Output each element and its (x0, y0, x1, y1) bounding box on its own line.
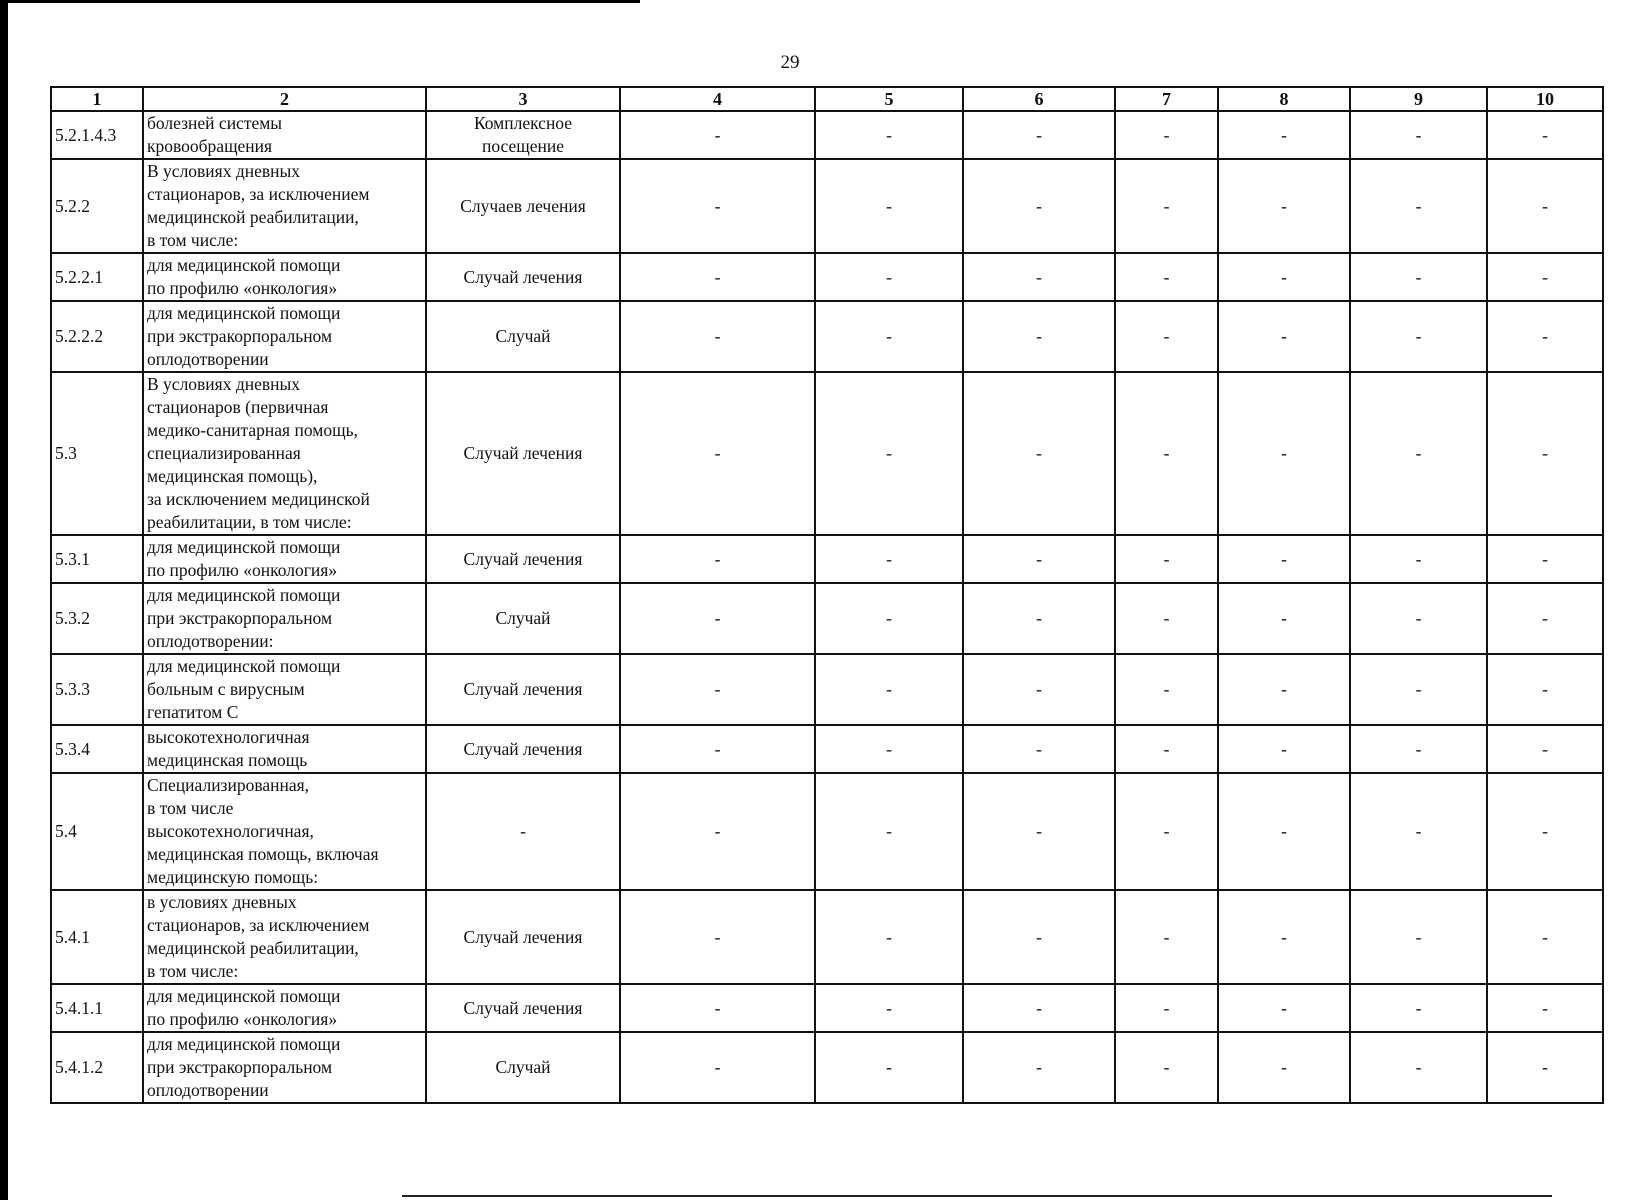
table-row (51, 984, 1603, 1032)
row-value: - (963, 890, 1115, 984)
row-value: - (815, 654, 963, 725)
row-value: - (1350, 111, 1487, 159)
row-name-line: гепатитом С (147, 702, 239, 722)
row-value: - (1350, 535, 1487, 583)
row-value: - (815, 159, 963, 253)
table-row (51, 725, 1603, 773)
row-code: 5.3.1 (51, 535, 143, 583)
row-name-line: в том числе (147, 798, 234, 818)
row-value: - (1218, 301, 1350, 372)
row-value: - (620, 583, 815, 654)
row-unit (426, 159, 620, 253)
row-code: 5.3.2 (51, 583, 143, 654)
row-value: - (815, 111, 963, 159)
row-value: - (963, 725, 1115, 773)
row-name-line: для медицинской помощи (147, 1034, 341, 1054)
row-value: - (1487, 253, 1603, 301)
row-value: - (1115, 535, 1218, 583)
row-name-line: для медицинской помощи (147, 585, 341, 605)
row-value: - (1218, 159, 1350, 253)
row-name-line: Специализированная, (147, 775, 310, 795)
header-cell: 8 (1218, 87, 1350, 111)
row-value: - (620, 984, 815, 1032)
row-value: - (620, 253, 815, 301)
row-name-line: реабилитации, в том числе: (147, 512, 352, 532)
row-name-line: медицинскую помощь: (147, 867, 319, 887)
row-name-line: по профилю «онкология» (147, 1009, 338, 1029)
table-row (51, 654, 1603, 725)
row-value: - (963, 111, 1115, 159)
header-cell: 7 (1115, 87, 1218, 111)
table-row (51, 535, 1603, 583)
row-name-line: оплодотворении: (147, 631, 274, 651)
row-unit-line: Комплексное (473, 113, 573, 133)
row-name-line: стационаров, за исключением (147, 915, 370, 935)
header-cell: 5 (815, 87, 963, 111)
row-value: - (620, 301, 815, 372)
row-value: - (1218, 111, 1350, 159)
row-value: - (963, 773, 1115, 890)
row-value: - (1350, 583, 1487, 654)
row-value: - (1487, 984, 1603, 1032)
row-value: - (620, 773, 815, 890)
row-unit (426, 725, 620, 773)
row-name-line: в том числе: (147, 961, 239, 981)
row-name (143, 725, 426, 773)
row-value: - (1218, 654, 1350, 725)
row-name (143, 984, 426, 1032)
row-unit (426, 654, 620, 725)
row-name-line: при экстракорпоральном (147, 1057, 333, 1077)
row-unit (426, 301, 620, 372)
row-name-line: для медицинской помощи (147, 986, 341, 1006)
row-unit (426, 1032, 620, 1103)
row-value: - (620, 890, 815, 984)
row-value: - (1487, 773, 1603, 890)
row-value: - (1487, 159, 1603, 253)
row-value: - (1115, 301, 1218, 372)
row-value: - (1487, 1032, 1603, 1103)
row-name-line: В условиях дневных (147, 161, 301, 181)
row-value: - (963, 1032, 1115, 1103)
header-row (51, 87, 1603, 111)
row-value: - (1218, 984, 1350, 1032)
row-code: 5.3.3 (51, 654, 143, 725)
row-value: - (620, 1032, 815, 1103)
row-value: - (1218, 725, 1350, 773)
row-unit (426, 773, 620, 890)
row-code: 5.4 (51, 773, 143, 890)
data-table (50, 86, 1604, 1104)
row-value: - (1350, 654, 1487, 725)
row-value: - (1487, 372, 1603, 535)
table-row (51, 372, 1603, 535)
row-unit-line: Случай (495, 608, 551, 628)
row-code: 5.2.2.1 (51, 253, 143, 301)
row-value: - (815, 372, 963, 535)
row-name-line: В условиях дневных (147, 374, 301, 394)
row-name-line: стационаров, за исключением (147, 184, 370, 204)
row-name-line: по профилю «онкология» (147, 278, 338, 298)
row-value: - (1487, 301, 1603, 372)
row-name (143, 583, 426, 654)
row-value: - (815, 725, 963, 773)
row-code: 5.4.1.2 (51, 1032, 143, 1103)
scan-edge-top (0, 0, 640, 3)
row-name-line: оплодотворении (147, 349, 269, 369)
row-value: - (963, 583, 1115, 654)
row-unit-line: Случай лечения (463, 266, 583, 287)
row-name-line: для медицинской помощи (147, 255, 341, 275)
row-value: - (963, 253, 1115, 301)
row-name-line: медицинской реабилитации, (147, 207, 359, 227)
row-name-line: оплодотворении (147, 1080, 269, 1100)
header-cell: 3 (426, 87, 620, 111)
row-name-line: при экстракорпоральном (147, 608, 333, 628)
row-value: - (1350, 253, 1487, 301)
row-name-line: медико-санитарная помощь, (147, 420, 358, 440)
row-name (143, 111, 426, 159)
row-code: 5.4.1 (51, 890, 143, 984)
row-value: - (1487, 725, 1603, 773)
row-name (143, 773, 426, 890)
row-value: - (1350, 984, 1487, 1032)
row-name-line: для медицинской помощи (147, 303, 341, 323)
row-unit-line: посещение (481, 136, 565, 156)
table-row (51, 773, 1603, 890)
row-name (143, 372, 426, 535)
row-name-line: медицинская помощь (147, 750, 308, 770)
row-name-line: по профилю «онкология» (147, 560, 338, 580)
row-value: - (1115, 111, 1218, 159)
table-row (51, 159, 1603, 253)
row-value: - (963, 301, 1115, 372)
row-code: 5.4.1.1 (51, 984, 143, 1032)
row-value: - (1350, 890, 1487, 984)
row-unit-line: Случай лечения (463, 679, 583, 699)
row-value: - (1218, 372, 1350, 535)
row-value: - (620, 725, 815, 773)
row-name-line: кровообращения (147, 136, 273, 156)
row-value: - (963, 984, 1115, 1032)
row-value: - (815, 1032, 963, 1103)
row-unit-line: Случаев лечения (460, 195, 586, 216)
row-name-line: для медицинской помощи (147, 537, 341, 557)
row-name-line: болезней системы (147, 113, 283, 133)
row-value: - (815, 890, 963, 984)
row-value: - (1350, 159, 1487, 253)
row-name-line: в том числе: (147, 230, 239, 250)
row-code: 5.2.2 (51, 159, 143, 253)
header-cell: 10 (1487, 87, 1603, 111)
row-unit-line: Случай лечения (463, 443, 583, 463)
row-value: - (1487, 111, 1603, 159)
header-cell: 9 (1350, 87, 1487, 111)
row-unit-line: Случай лечения (463, 738, 583, 759)
row-unit-line: Случай (495, 326, 551, 346)
row-code: 5.3.4 (51, 725, 143, 773)
row-name-line: за исключением медицинской (147, 489, 370, 509)
table-row (51, 253, 1603, 301)
row-value: - (1115, 372, 1218, 535)
row-value: - (1350, 725, 1487, 773)
row-value: - (620, 535, 815, 583)
table-row (51, 301, 1603, 372)
row-unit-line: Случай лечения (463, 926, 583, 947)
row-value: - (1218, 253, 1350, 301)
row-name (143, 1032, 426, 1103)
row-value: - (815, 535, 963, 583)
row-value: - (963, 372, 1115, 535)
row-unit (426, 583, 620, 654)
row-value: - (963, 654, 1115, 725)
page-number: 29 (780, 52, 800, 73)
row-name-line: медицинской реабилитации, (147, 938, 359, 958)
bottom-rule (402, 1195, 1552, 1197)
row-value: - (815, 984, 963, 1032)
row-value: - (620, 372, 815, 535)
row-value: - (963, 535, 1115, 583)
row-value: - (1115, 725, 1218, 773)
row-name-line: высокотехнологичная (147, 727, 310, 747)
row-value: - (1487, 890, 1603, 984)
row-value: - (1350, 1032, 1487, 1103)
row-name (143, 535, 426, 583)
row-value: - (1218, 1032, 1350, 1103)
row-value: - (1218, 773, 1350, 890)
row-code: 5.3 (51, 372, 143, 535)
scan-edge-left (0, 0, 8, 1200)
row-value: - (1350, 301, 1487, 372)
row-value: - (1487, 535, 1603, 583)
row-name (143, 253, 426, 301)
table-row (51, 111, 1603, 159)
row-value: - (1115, 159, 1218, 253)
row-name-line: при экстракорпоральном (147, 326, 333, 346)
row-unit (426, 984, 620, 1032)
row-value: - (1115, 890, 1218, 984)
row-name-line: больным с вирусным (147, 679, 305, 699)
row-value: - (1115, 773, 1218, 890)
header-cell: 2 (143, 87, 426, 111)
row-value: - (1218, 890, 1350, 984)
row-code: 5.2.1.4.3 (51, 111, 143, 159)
row-name-line: в условиях дневных (147, 892, 297, 912)
row-unit-line: - (520, 821, 526, 841)
header-cell: 4 (620, 87, 815, 111)
table-body (51, 111, 1603, 1103)
row-unit (426, 890, 620, 984)
row-unit-line: Случай лечения (463, 997, 583, 1018)
row-name (143, 159, 426, 253)
header-cell: 1 (51, 87, 143, 111)
row-value: - (1218, 535, 1350, 583)
row-value: - (1115, 984, 1218, 1032)
row-name (143, 654, 426, 725)
row-value: - (620, 111, 815, 159)
row-value: - (1218, 583, 1350, 654)
row-unit-line: Случай (495, 1057, 551, 1077)
row-value: - (1350, 773, 1487, 890)
row-name-line: специализированная (147, 443, 301, 463)
row-value: - (1115, 253, 1218, 301)
row-value: - (1487, 654, 1603, 725)
row-value: - (1350, 372, 1487, 535)
row-value: - (1487, 583, 1603, 654)
row-name-line: для медицинской помощи (147, 656, 341, 676)
row-unit (426, 372, 620, 535)
row-value: - (1115, 583, 1218, 654)
row-unit (426, 535, 620, 583)
row-name (143, 890, 426, 984)
row-name (143, 301, 426, 372)
table-row (51, 890, 1603, 984)
row-unit (426, 253, 620, 301)
row-value: - (815, 253, 963, 301)
row-unit-line: Случай лечения (463, 548, 583, 569)
row-value: - (620, 654, 815, 725)
row-value: - (815, 773, 963, 890)
row-name-line: медицинская помощь, включая (147, 844, 379, 864)
row-value: - (1115, 1032, 1218, 1103)
table-row (51, 1032, 1603, 1103)
row-name-line: стационаров (первичная (147, 397, 329, 417)
row-value: - (815, 583, 963, 654)
table-row (51, 583, 1603, 654)
row-code: 5.2.2.2 (51, 301, 143, 372)
row-value: - (963, 159, 1115, 253)
row-unit (426, 111, 620, 159)
header-cell: 6 (963, 87, 1115, 111)
row-value: - (1115, 654, 1218, 725)
row-value: - (620, 159, 815, 253)
row-name-line: высокотехнологичная, (147, 821, 314, 841)
row-value: - (815, 301, 963, 372)
row-name-line: медицинская помощь), (147, 466, 318, 486)
